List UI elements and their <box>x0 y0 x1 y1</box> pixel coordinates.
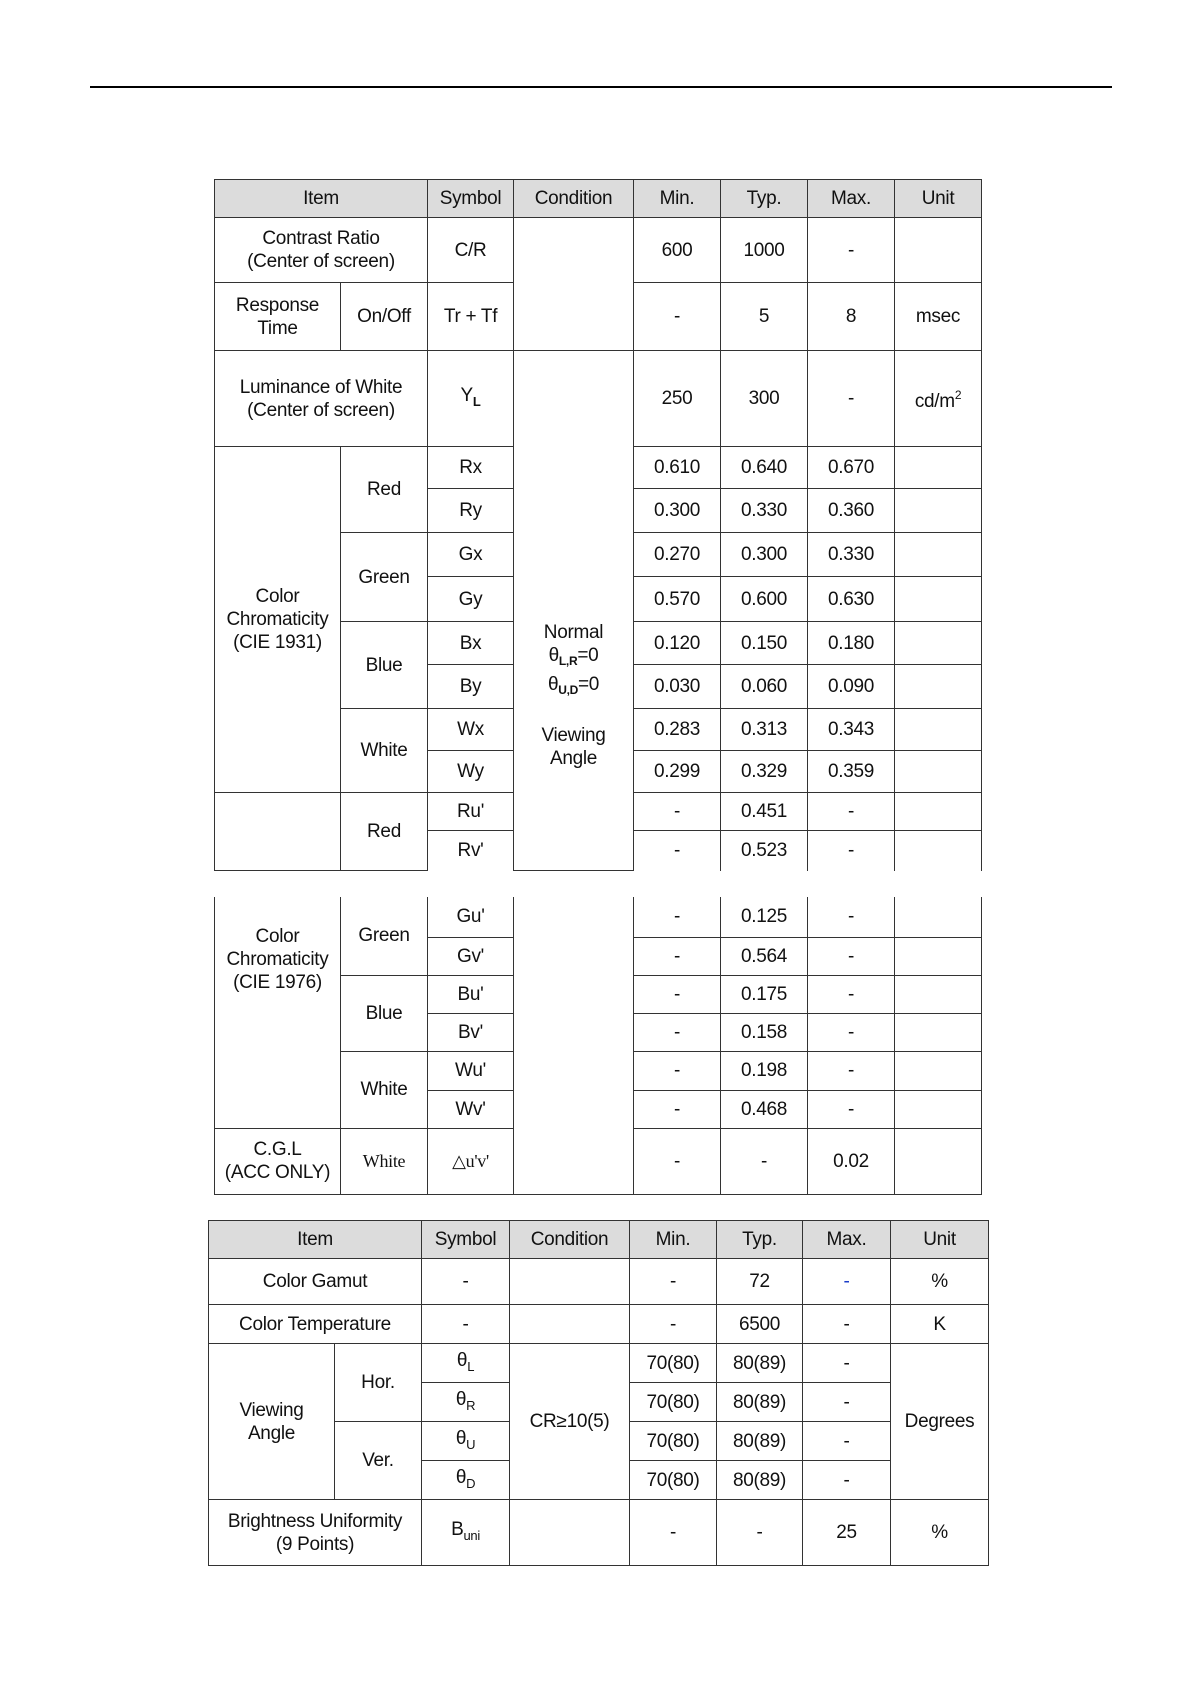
table-row <box>215 897 982 937</box>
color-group-cell: Blue <box>341 622 428 709</box>
condition-line: Angle <box>549 748 598 769</box>
unit-cell <box>895 577 982 622</box>
theta-subscript: R <box>466 1397 476 1413</box>
max-cell: - <box>808 218 895 283</box>
typ-cell: 0.125 <box>721 897 808 937</box>
typ-cell: 0.198 <box>721 1051 808 1090</box>
header-item: Item <box>209 1221 422 1259</box>
color-group-cell: Green <box>341 533 428 622</box>
item-line: C.G.L <box>253 1139 302 1160</box>
unit-cell: % <box>891 1259 989 1305</box>
unit-cell <box>895 1090 982 1128</box>
theta-subscript: L,R <box>558 654 578 668</box>
item-response-time <box>215 283 341 351</box>
header-item: Item <box>215 180 428 218</box>
min-cell: - <box>634 793 721 831</box>
max-cell: 25 <box>803 1500 891 1566</box>
symbol-cell: C/R <box>428 218 514 283</box>
unit-cell <box>895 533 982 577</box>
unit-cell: % <box>891 1500 989 1566</box>
symbol-cell: Bv' <box>428 1013 514 1051</box>
min-cell: - <box>634 831 721 871</box>
sub-item-cell: White <box>341 1128 428 1194</box>
min-cell: 0.120 <box>634 622 721 665</box>
max-cell: 0.090 <box>808 665 895 709</box>
min-cell: 0.300 <box>634 489 721 533</box>
theta-symbol: θ <box>455 1388 467 1410</box>
item-line: Brightness Uniformity <box>227 1510 403 1532</box>
typ-cell: 0.640 <box>721 447 808 489</box>
typ-cell: - <box>721 1128 808 1194</box>
symbol-cell: △u'v' <box>428 1128 514 1194</box>
max-cell: 0.330 <box>808 533 895 577</box>
typ-cell: 80(89) <box>717 1383 803 1422</box>
item-line: Time <box>257 317 298 339</box>
typ-cell: 72 <box>717 1259 803 1305</box>
condition-theta-lr <box>516 644 631 673</box>
item-line: Response <box>235 294 320 316</box>
theta-symbol: θ <box>455 1427 467 1449</box>
item-line: Luminance of White <box>239 376 403 398</box>
item-luminance <box>215 351 428 447</box>
symbol-cell: Gx <box>428 533 514 577</box>
max-cell: 0.180 <box>808 622 895 665</box>
condition-theta-ud <box>516 673 631 702</box>
typ-cell: 0.313 <box>721 709 808 751</box>
item-cie1976 <box>215 897 341 1128</box>
symbol-cell: Tr + Tf <box>428 283 514 351</box>
max-cell: 0.343 <box>808 709 895 751</box>
item-line: (ACC ONLY) <box>224 1162 331 1183</box>
min-cell: 600 <box>634 218 721 283</box>
min-cell: 0.570 <box>634 577 721 622</box>
item-line: (9 Points) <box>275 1533 355 1555</box>
theta-subscript: L <box>467 1358 475 1374</box>
item-cie1976-continued <box>215 793 341 871</box>
unit-cell <box>895 831 982 871</box>
typ-cell: 0.060 <box>721 665 808 709</box>
min-cell: - <box>634 1128 721 1194</box>
header-max: Max. <box>803 1221 891 1259</box>
symbol-cell: Bx <box>428 622 514 665</box>
max-cell: 0.630 <box>808 577 895 622</box>
symbol-cell: Wx <box>428 709 514 751</box>
typ-cell: 0.451 <box>721 793 808 831</box>
max-cell: - <box>808 793 895 831</box>
item-color-temperature: Color Temperature <box>209 1305 422 1344</box>
unit-superscript: 2 <box>954 388 962 402</box>
item-line: Color <box>255 586 300 607</box>
condition-cr: CR≥10(5) <box>510 1344 630 1500</box>
typ-cell: 0.329 <box>721 751 808 793</box>
symbol-cell: Gv' <box>428 937 514 975</box>
min-cell: 0.299 <box>634 751 721 793</box>
symbol-cell: - <box>422 1305 510 1344</box>
unit-main: cd/m <box>914 391 955 412</box>
condition-cell-blank <box>510 1259 630 1305</box>
min-cell: - <box>630 1259 717 1305</box>
unit-cell: msec <box>895 283 982 351</box>
table-row <box>215 218 982 283</box>
max-cell: - <box>808 897 895 937</box>
viewing-spec-table <box>208 1220 989 1566</box>
max-cell: 0.02 <box>808 1128 895 1194</box>
min-cell: 250 <box>634 351 721 447</box>
header-typ: Typ. <box>717 1221 803 1259</box>
condition-cell-blank <box>510 1500 630 1566</box>
table-row <box>209 1305 989 1344</box>
max-cell: - <box>803 1305 891 1344</box>
typ-cell: 0.468 <box>721 1090 808 1128</box>
unit-cell <box>895 489 982 533</box>
symbol-cell: Wv' <box>428 1090 514 1128</box>
max-cell: - <box>808 1013 895 1051</box>
item-viewing-angle <box>209 1344 335 1500</box>
typ-cell: 6500 <box>717 1305 803 1344</box>
header-condition: Condition <box>510 1221 630 1259</box>
header-rule <box>90 86 1112 88</box>
max-cell: - <box>803 1461 891 1500</box>
min-cell: 0.030 <box>634 665 721 709</box>
typ-cell: 0.300 <box>721 533 808 577</box>
typ-cell: 80(89) <box>717 1422 803 1461</box>
condition-normal-viewing <box>514 351 634 871</box>
symbol-main: B <box>451 1519 464 1540</box>
table-row <box>209 1259 989 1305</box>
item-line: (CIE 1931) <box>233 632 322 653</box>
unit-cell: K <box>891 1305 989 1344</box>
max-cell: - <box>803 1344 891 1383</box>
direction-hor: Hor. <box>335 1344 422 1422</box>
optical-spec-table-part2 <box>214 897 982 1195</box>
min-cell: 0.270 <box>634 533 721 577</box>
item-line: Color <box>255 926 300 947</box>
condition-cell-blank <box>510 1305 630 1344</box>
typ-cell: 0.600 <box>721 577 808 622</box>
symbol-cell: Gu' <box>428 897 514 937</box>
item-line: Chromaticity <box>226 949 329 970</box>
symbol-cell: Gy <box>428 577 514 622</box>
unit-cell <box>895 1013 982 1051</box>
color-group-cell: Blue <box>341 975 428 1051</box>
typ-cell: 0.564 <box>721 937 808 975</box>
unit-cell <box>895 622 982 665</box>
item-contrast-ratio <box>215 218 428 283</box>
header-typ: Typ. <box>721 180 808 218</box>
theta-symbol: θ <box>547 674 559 695</box>
theta-subscript: U,D <box>558 683 578 697</box>
direction-ver: Ver. <box>335 1422 422 1500</box>
typ-cell: 0.158 <box>721 1013 808 1051</box>
header-symbol: Symbol <box>422 1221 510 1259</box>
condition-cell-continued <box>514 897 634 1194</box>
unit-cell <box>895 1128 982 1194</box>
table-row <box>215 351 982 447</box>
theta-symbol: θ <box>548 645 559 666</box>
item-line: Contrast Ratio <box>262 228 380 249</box>
unit-degrees: Degrees <box>891 1344 989 1500</box>
min-cell: 70(80) <box>630 1461 717 1500</box>
table-row <box>209 1500 989 1566</box>
min-cell: - <box>634 1090 721 1128</box>
item-line: Angle <box>247 1422 296 1444</box>
min-cell: - <box>630 1305 717 1344</box>
theta-value: =0 <box>577 645 599 666</box>
unit-cell <box>895 665 982 709</box>
item-line: (Center of screen) <box>247 251 395 272</box>
color-group-cell: Red <box>341 447 428 533</box>
min-cell: - <box>634 1051 721 1090</box>
sub-item-cell: On/Off <box>341 283 428 351</box>
item-line: Viewing <box>239 1399 304 1421</box>
max-cell: - <box>803 1259 891 1305</box>
min-cell: - <box>630 1500 717 1566</box>
symbol-main: Y <box>460 385 473 406</box>
item-color-gamut: Color Gamut <box>209 1259 422 1305</box>
unit-cell <box>895 793 982 831</box>
min-cell: - <box>634 1013 721 1051</box>
max-cell: 0.670 <box>808 447 895 489</box>
min-cell: 70(80) <box>630 1383 717 1422</box>
typ-cell: 80(89) <box>717 1461 803 1500</box>
table-row <box>209 1344 989 1383</box>
unit-cell <box>895 897 982 937</box>
optical-spec-table-part1 <box>214 179 982 871</box>
header-row <box>215 180 982 218</box>
typ-cell: 0.175 <box>721 975 808 1013</box>
unit-cell <box>895 1051 982 1090</box>
color-group-cell: Red <box>341 793 428 871</box>
min-cell: 70(80) <box>630 1344 717 1383</box>
header-min: Min. <box>630 1221 717 1259</box>
color-group-cell: White <box>341 1051 428 1128</box>
typ-cell: - <box>717 1500 803 1566</box>
symbol-cell: Ru' <box>428 793 514 831</box>
item-line: (Center of screen) <box>247 399 395 421</box>
symbol-cell: Ry <box>428 489 514 533</box>
symbol-cell <box>422 1383 510 1422</box>
symbol-subscript: L <box>472 394 481 409</box>
unit-cell <box>895 975 982 1013</box>
min-cell: - <box>634 975 721 1013</box>
color-group-cell: Green <box>341 897 428 975</box>
max-cell: 0.359 <box>808 751 895 793</box>
typ-cell: 0.330 <box>721 489 808 533</box>
max-cell: - <box>803 1422 891 1461</box>
symbol-cell <box>422 1461 510 1500</box>
item-line: (CIE 1976) <box>233 972 322 993</box>
symbol-cell <box>422 1344 510 1383</box>
max-cell: - <box>803 1383 891 1422</box>
color-group-cell: White <box>341 709 428 793</box>
header-max: Max. <box>808 180 895 218</box>
min-cell: 0.610 <box>634 447 721 489</box>
condition-line: Normal <box>543 622 604 643</box>
typ-cell: 0.150 <box>721 622 808 665</box>
min-cell: - <box>634 283 721 351</box>
min-cell: - <box>634 937 721 975</box>
symbol-cell <box>428 351 514 447</box>
symbol-cell: By <box>428 665 514 709</box>
theta-symbol: θ <box>455 1466 467 1488</box>
unit-cell <box>895 937 982 975</box>
symbol-cell: Wu' <box>428 1051 514 1090</box>
theta-subscript: D <box>466 1475 476 1491</box>
header-symbol: Symbol <box>428 180 514 218</box>
max-cell: - <box>808 937 895 975</box>
unit-cell <box>895 218 982 283</box>
theta-symbol: θ <box>456 1349 468 1371</box>
item-brightness-uniformity <box>209 1500 422 1566</box>
item-cgl <box>215 1128 341 1194</box>
header-unit: Unit <box>895 180 982 218</box>
symbol-cell: Wy <box>428 751 514 793</box>
symbol-cell: Rx <box>428 447 514 489</box>
max-cell: - <box>808 1051 895 1090</box>
min-cell: - <box>634 897 721 937</box>
condition-cell-blank <box>514 218 634 351</box>
typ-cell: 0.523 <box>721 831 808 871</box>
max-cell: - <box>808 831 895 871</box>
unit-cell <box>895 751 982 793</box>
item-cie1931 <box>215 447 341 793</box>
typ-cell: 80(89) <box>717 1344 803 1383</box>
typ-cell: 1000 <box>721 218 808 283</box>
unit-cell <box>895 447 982 489</box>
theta-subscript: U <box>466 1436 476 1452</box>
max-cell: 0.360 <box>808 489 895 533</box>
max-cell: - <box>808 1090 895 1128</box>
header-condition: Condition <box>514 180 634 218</box>
typ-cell: 300 <box>721 351 808 447</box>
min-cell: 70(80) <box>630 1422 717 1461</box>
typ-cell: 5 <box>721 283 808 351</box>
unit-cell <box>895 351 982 447</box>
header-row <box>209 1221 989 1259</box>
header-min: Min. <box>634 180 721 218</box>
symbol-cell <box>422 1422 510 1461</box>
max-cell: 8 <box>808 283 895 351</box>
unit-cell <box>895 709 982 751</box>
symbol-cell <box>422 1500 510 1566</box>
theta-value: =0 <box>578 674 600 695</box>
condition-line: Viewing <box>541 725 606 746</box>
max-cell: - <box>808 351 895 447</box>
min-cell: 0.283 <box>634 709 721 751</box>
header-unit: Unit <box>891 1221 989 1259</box>
symbol-cell: Rv' <box>428 831 514 871</box>
symbol-cell: - <box>422 1259 510 1305</box>
symbol-cell: Bu' <box>428 975 514 1013</box>
max-cell: - <box>808 975 895 1013</box>
symbol-subscript: uni <box>463 1528 480 1543</box>
item-line: Chromaticity <box>226 609 329 630</box>
